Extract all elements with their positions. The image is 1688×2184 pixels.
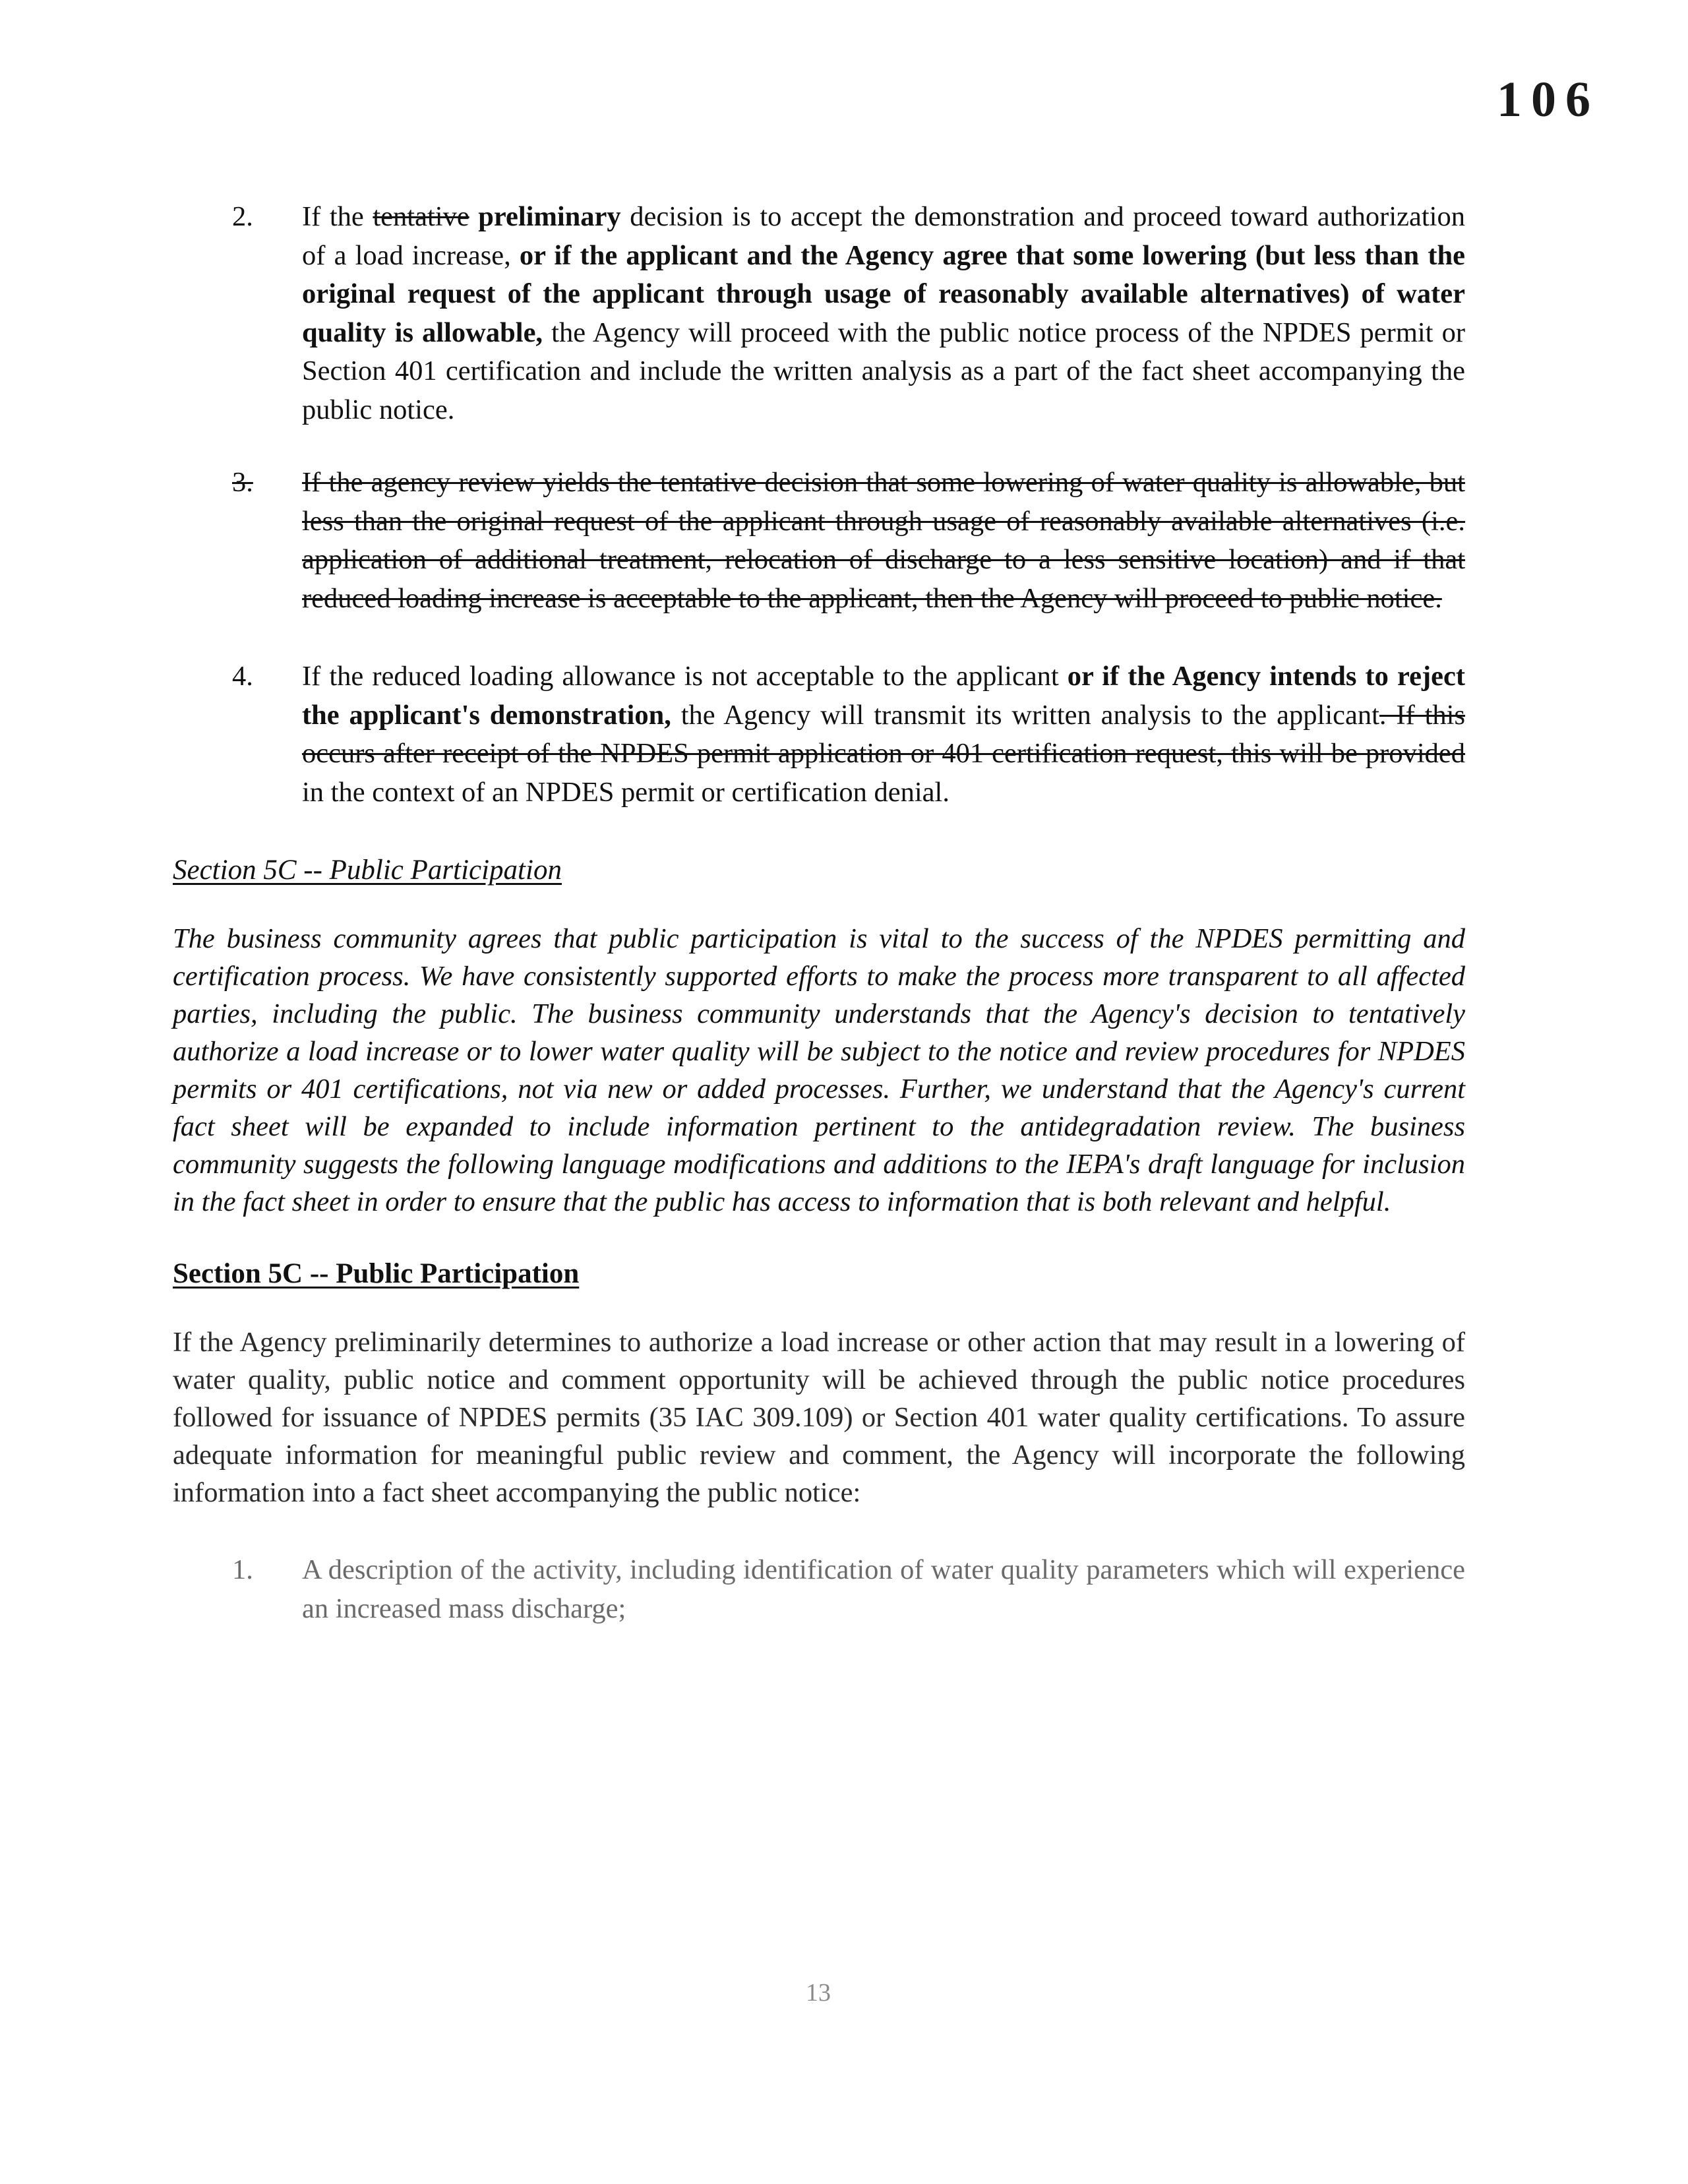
section-heading-italic: Section 5C -- Public Participation [173,855,562,886]
text-run-struck: tentative [373,201,469,232]
text-run-normal: If the [302,201,373,232]
list-item-3-struck [173,464,1465,618]
text-run-struck: If the agency review yields the tentative decision that some lowering of water quality is allowable, but less than the original request of the applicant through usage of reasonably available alternatives (i.e. application of additional treatment, relocation of discharge to a less sensitive location) and if that reduced loading increase is acceptable to the applicant, then the Agency will proceed to public notice. [302,467,1465,614]
list-item-3-text [302,464,1465,618]
text-run-bold: or if the Agency intends to reject the applicant's demonstration, [302,661,1465,731]
text-run-normal: decision is to accept the demonstration and proceed toward authorization of a load increase, [302,201,1465,271]
list-item-1 [173,1551,1465,1628]
section-heading-bold: Section 5C -- Public Participation [173,1258,580,1289]
text-run-normal: in the context of an NPDES permit or certification denial. [302,776,950,808]
document-body [173,198,1465,1628]
list-item-4 [173,657,1465,812]
list-item-2-number: 2. [232,201,253,232]
page-number: 106 [1497,72,1600,127]
footer-page-mark: 13 [806,1979,831,2007]
business-community-paragraph: The business community agrees that public participation is vital to the success of the NPDES permitting and certification process. We have consistently supported efforts to make the process more transparent to all affected parties, including the public. The business community understands that the Agency's decision to tentatively authorize a load increase or to lower water quality will be subject to the notice and review procedures for NPDES permits or 401 certifications, not via new or added processes. Further, we understand that the Agency's current fact sheet will be expanded to include information pertinent to the antidegradation review. The business community suggests the following language modifications and additions to the IEPA's draft language for inclusion in the fact sheet in order to ensure that the public has access to information that is both relevant and helpful. [173,923,1465,1217]
list-item-4-text [302,657,1465,812]
list-item-1-number: 1. [232,1554,253,1585]
text-run-bold: preliminary [469,201,621,232]
list-item-1-text: A description of the activity, including identification of water quality parameters which will experience an increased mass discharge; [302,1554,1465,1624]
list-item-2-text [302,198,1465,429]
list-item-4-number: 4. [232,661,253,692]
list-item-3-number: 3. [232,467,253,498]
public-participation-paragraph: If the Agency preliminarily determines to authorize a load increase or other action that may result in a lowering of water quality, public notice and comment opportunity will be achieved through the public notice procedures followed for issuance of NPDES permits (35 IAC 309.109) or Section 401 water quality certifications. To assure adequate information for meaningful public review and comment, the Agency will incorporate the following information into a fact sheet accompanying the public notice: [173,1327,1465,1508]
text-run-normal: If the reduced loading allowance is not acceptable to the applicant [302,661,1068,692]
text-run-struck: . If this occurs after receipt of the NPDES permit application or 401 certification request, this will be provided [302,699,1465,769]
list-item-2 [173,198,1465,429]
text-run-normal: the Agency will proceed with the public notice process of the NPDES permit or Section 401 certification and include the written analysis as a part of the fact sheet accompanying the public notice. [302,317,1465,425]
text-run-bold: or if the applicant and the Agency agree that some lowering (but less than the original request of the applicant through usage of reasonably available alternatives) of water quality is allowable, [302,239,1465,348]
text-run-normal: the Agency will transmit its written analysis to the applicant [671,699,1379,731]
